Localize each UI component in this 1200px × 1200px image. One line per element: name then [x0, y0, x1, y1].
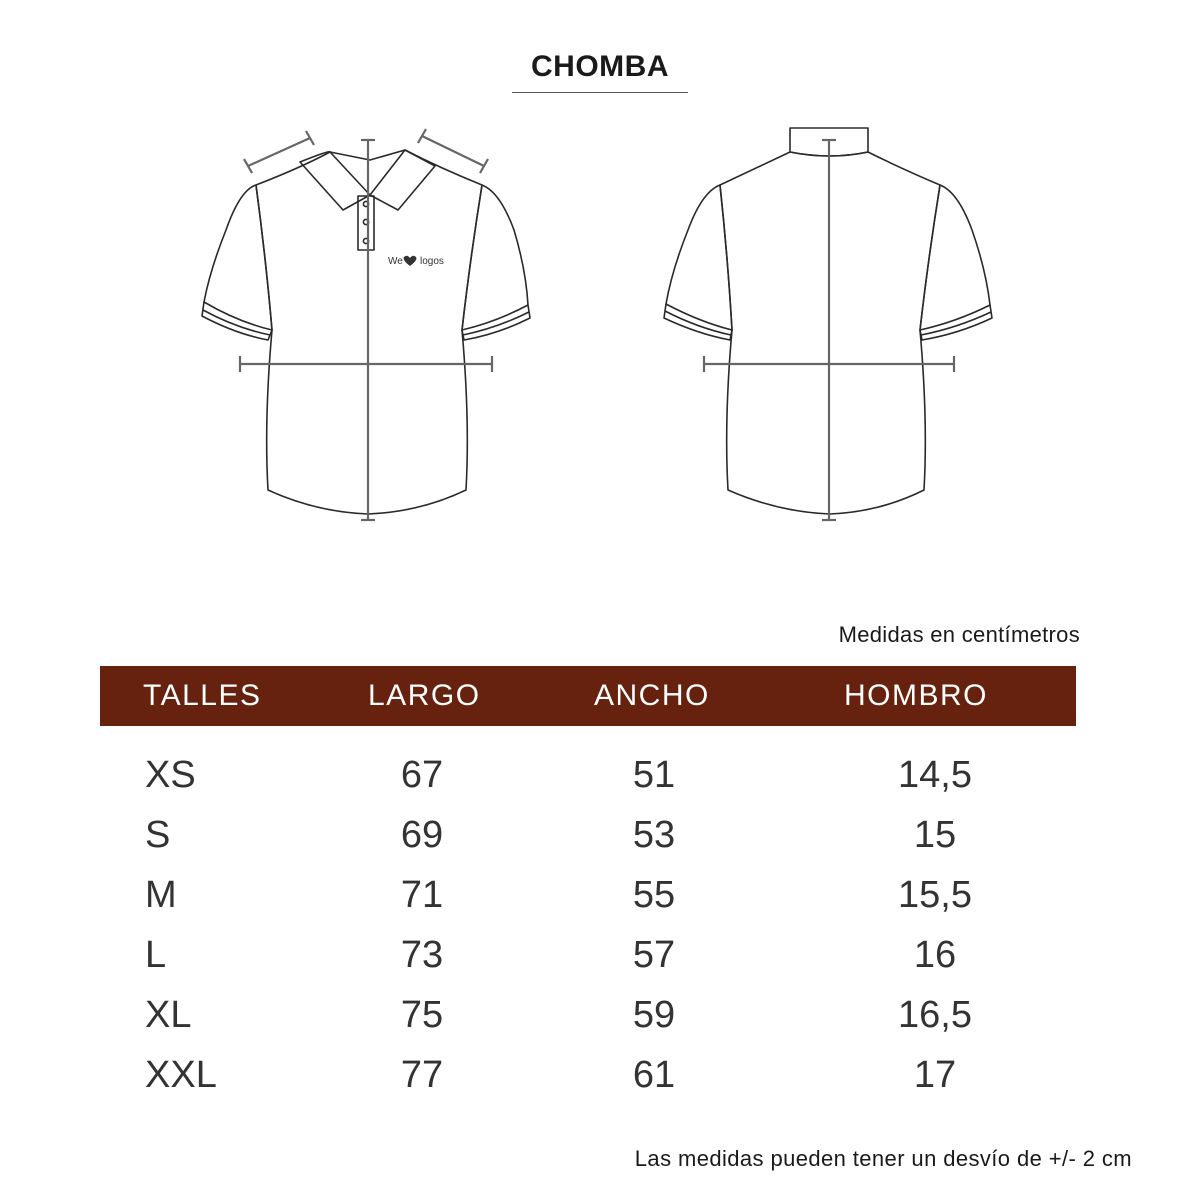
- size-table-header: [100, 666, 1076, 726]
- back-left-cuff: [664, 304, 732, 340]
- front-left-sleeve: [204, 185, 272, 330]
- back-right-sleeve: [920, 185, 990, 330]
- cell-hombro: 16,5: [898, 994, 972, 1036]
- front-right-sleeve: [462, 185, 528, 330]
- cell-largo: 67: [400, 754, 444, 796]
- cell-ancho: 61: [632, 1054, 676, 1096]
- header-ancho: ANCHO: [594, 679, 710, 712]
- front-measure-lines: [240, 129, 492, 520]
- cell-hombro: 17: [913, 1054, 957, 1096]
- cell-hombro: 15,5: [898, 874, 972, 916]
- front-right-cuff: [462, 305, 530, 340]
- cell-size: M: [145, 874, 177, 916]
- cell-largo: 69: [400, 814, 444, 856]
- cell-size: XXL: [145, 1054, 217, 1096]
- table-row: [100, 865, 1076, 925]
- front-logo-print: [388, 256, 444, 267]
- front-placket: [358, 196, 374, 250]
- logo-word-logos: logos: [420, 256, 444, 267]
- cell-largo: 75: [400, 994, 444, 1036]
- heart-icon: [404, 256, 417, 266]
- cell-ancho: 53: [632, 814, 676, 856]
- cell-size: L: [145, 934, 167, 976]
- units-note: Medidas en centímetros: [838, 622, 1080, 647]
- cell-size: S: [145, 814, 171, 856]
- cell-hombro: 15: [913, 814, 957, 856]
- table-row: [100, 745, 1076, 805]
- cell-ancho: 57: [632, 934, 676, 976]
- cell-largo: 73: [400, 934, 444, 976]
- tolerance-note: Las medidas pueden tener un desvío de +/- 2 cm: [634, 1146, 1132, 1171]
- right-shoulder-line: [422, 136, 484, 166]
- header-largo: LARGO: [368, 679, 481, 712]
- cell-size: XL: [145, 994, 192, 1036]
- page-title: CHOMBA: [531, 50, 669, 83]
- cell-largo: 71: [400, 874, 444, 916]
- table-row: [100, 925, 1076, 985]
- table-row: [100, 985, 1076, 1045]
- back-measure-lines: [704, 140, 954, 520]
- cell-hombro: 16: [913, 934, 957, 976]
- front-polo-illustration: [202, 150, 530, 514]
- garment-diagrams: [0, 0, 1200, 560]
- cell-hombro: 14,5: [898, 754, 972, 796]
- cell-largo: 77: [400, 1054, 444, 1096]
- table-row: [100, 1045, 1076, 1105]
- table-row: [100, 805, 1076, 865]
- back-right-cuff: [920, 305, 992, 340]
- back-left-sleeve: [666, 185, 732, 330]
- cell-size: XS: [145, 754, 196, 796]
- cell-ancho: 51: [632, 754, 676, 796]
- logo-word-we: We: [388, 256, 403, 267]
- header-hombro: HOMBRO: [844, 679, 988, 712]
- header-talles: TALLES: [143, 679, 262, 712]
- cell-ancho: 59: [632, 994, 676, 1036]
- cell-ancho: 55: [632, 874, 676, 916]
